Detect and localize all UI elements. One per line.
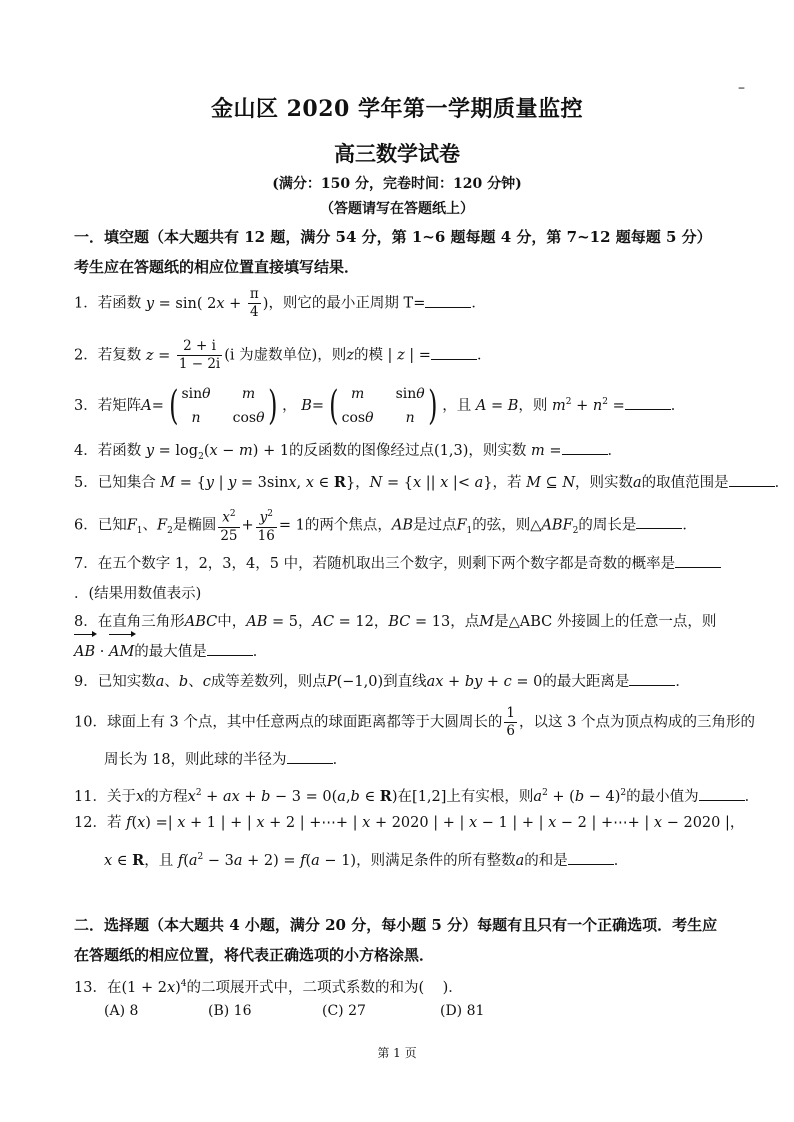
question-5: 5．已知集合 M = {y | y = 3sinx, x ∈ R}，N = {x || x |< a}，若 M ⊆ N，则实数a的取值范围是 ． [74, 474, 790, 491]
question-12-line2: x ∈ R，且 $f(a^2 - 3a + 2) = f(a - 1)$，则满足条件的所有整数a的和是 ． [104, 851, 629, 869]
q1-formula: y = sin( 2x + $\frac{\pi}{4}$ ) [145, 286, 269, 320]
answer-blank[interactable] [625, 395, 671, 410]
exam-meta: (满分：150 分，完卷时间：120 分钟) [272, 176, 522, 192]
answer-blank[interactable] [287, 749, 333, 764]
option-b[interactable]: (B) 16 [208, 1003, 252, 1019]
answer-blank[interactable] [629, 671, 675, 686]
exam-title: 金山区 2020 学年第一学期质量监控 [210, 96, 584, 122]
q2-formula: z = $\frac{2 + i}{1 - 2i}$ [145, 338, 221, 372]
answer-blank[interactable] [699, 786, 745, 801]
answer-blank[interactable] [207, 641, 253, 656]
answer-blank[interactable] [568, 850, 614, 865]
page-number: 第 1 页 [377, 1046, 417, 1060]
answer-blank[interactable] [636, 514, 682, 529]
section2-heading: 二．选择题（本大题共 4 小题，满分 20 分，每小题 5 分）每题有且只有一个正确选项．考生应在答题纸的相应位置，将代表正确选项的小方格涂黑． [74, 916, 718, 964]
matrix-a: ( sinθ m n cosθ ) [168, 383, 278, 429]
question-7: 7．在五个数字 1，2，3，4，5 中，若随机取出三个数字，则剩下两个数字都是奇数的概率是．(结果用数值表示) [74, 549, 724, 609]
exam-note: （答题请写在答题纸上） [320, 201, 474, 217]
question-10: 10．球面上有 3 个点，其中任意两点的球面距离都等于大圆周长的 $\frac{1}{6}$ ，以这 3 个点为顶点构成的三角形的 [74, 705, 755, 739]
answer-blank[interactable] [562, 440, 608, 455]
question-8: 8．在直角三角形ABC中，AB = 5，AC = 12，BC = 13，点M是△ABC 外接圆上的任意一点，则 AB · AM的最大值是 ． [74, 607, 724, 667]
q1-number: 1． [74, 295, 98, 312]
question-12: 12．若 f(x) =| x + 1 | + | x + 2 | +⋯+ | x + 2020 | + | x − 1 | + | x − 2 | +⋯+ | x − 2020 |， [74, 815, 745, 831]
question-1: 1．若函数 y = sin( 2x + $\frac{\pi}{4}$ )，则它的最小正周期 T= ． [74, 286, 486, 320]
question-13: 13．在$(1 + 2x)^4$的二项展开式中，二项式系数的和为( )． [74, 979, 463, 996]
answer-blank[interactable] [729, 472, 775, 487]
question-2: 2．若复数 z = $\frac{2 + i}{1 - 2i}$ (i 为虚数单位)，则z的模 | z | = ． [74, 338, 492, 372]
exam-subtitle: 高三数学试卷 [334, 141, 460, 166]
question-10-line2: 周长为 18，则此球的半径为 ． [104, 749, 754, 770]
answer-blank[interactable] [425, 293, 471, 308]
q1-post: ，则它的最小正周期 T= [268, 295, 426, 312]
question-9: 9．已知实数a、b、c成等差数列，则点P(−1,0)到直线ax + by + c = 0的最大距离是 ． [74, 671, 724, 692]
option-c[interactable]: (C) 27 [322, 1003, 366, 1019]
option-d[interactable]: (D) 81 [440, 1003, 485, 1019]
matrix-b: ( m sinθ cosθ n ) [329, 383, 438, 429]
answer-blank[interactable] [431, 345, 477, 360]
question-6: 6．已知$F_1$、$F_2$是椭圆 $\frac{x^2}{25}$ + $\frac{y^2}{16}$ = 1的两个焦点，AB是过点$F_1$的弦，则$\triangle ABF_2$的周长是 ． [74, 506, 724, 545]
question-11: 11．关于x的方程$x^2$ + ax + b − 3 = 0(a,b ∈ R)在[1,2]上有实根，则$a^2 + (b - 4)^2$的最小值为 ． [74, 787, 760, 805]
section1-heading: 一．填空题（本大题共有 12 题，满分 54 分，第 1~6 题每题 4 分，第 7~12 题每题 5 分） 考生应在答题纸的相应位置直接填写结果． [74, 228, 712, 276]
answer-blank[interactable] [675, 553, 721, 568]
question-4: 4．若函数 $y = \log_2(x - m) + 1$的反函数的图像经过点(1,3)，则实数 m = ． [74, 440, 724, 467]
question-3: 3．若矩阵A= ( sinθ m n cosθ ) ， B= ( m sinθ cosθ n ) ，且 A = B，则 $m^2 + n^2$ = ． [74, 383, 686, 429]
q1-pre: 若函数 [97, 295, 142, 312]
option-a[interactable]: (A) 8 [104, 1003, 139, 1019]
corner-mark: – [738, 80, 745, 96]
